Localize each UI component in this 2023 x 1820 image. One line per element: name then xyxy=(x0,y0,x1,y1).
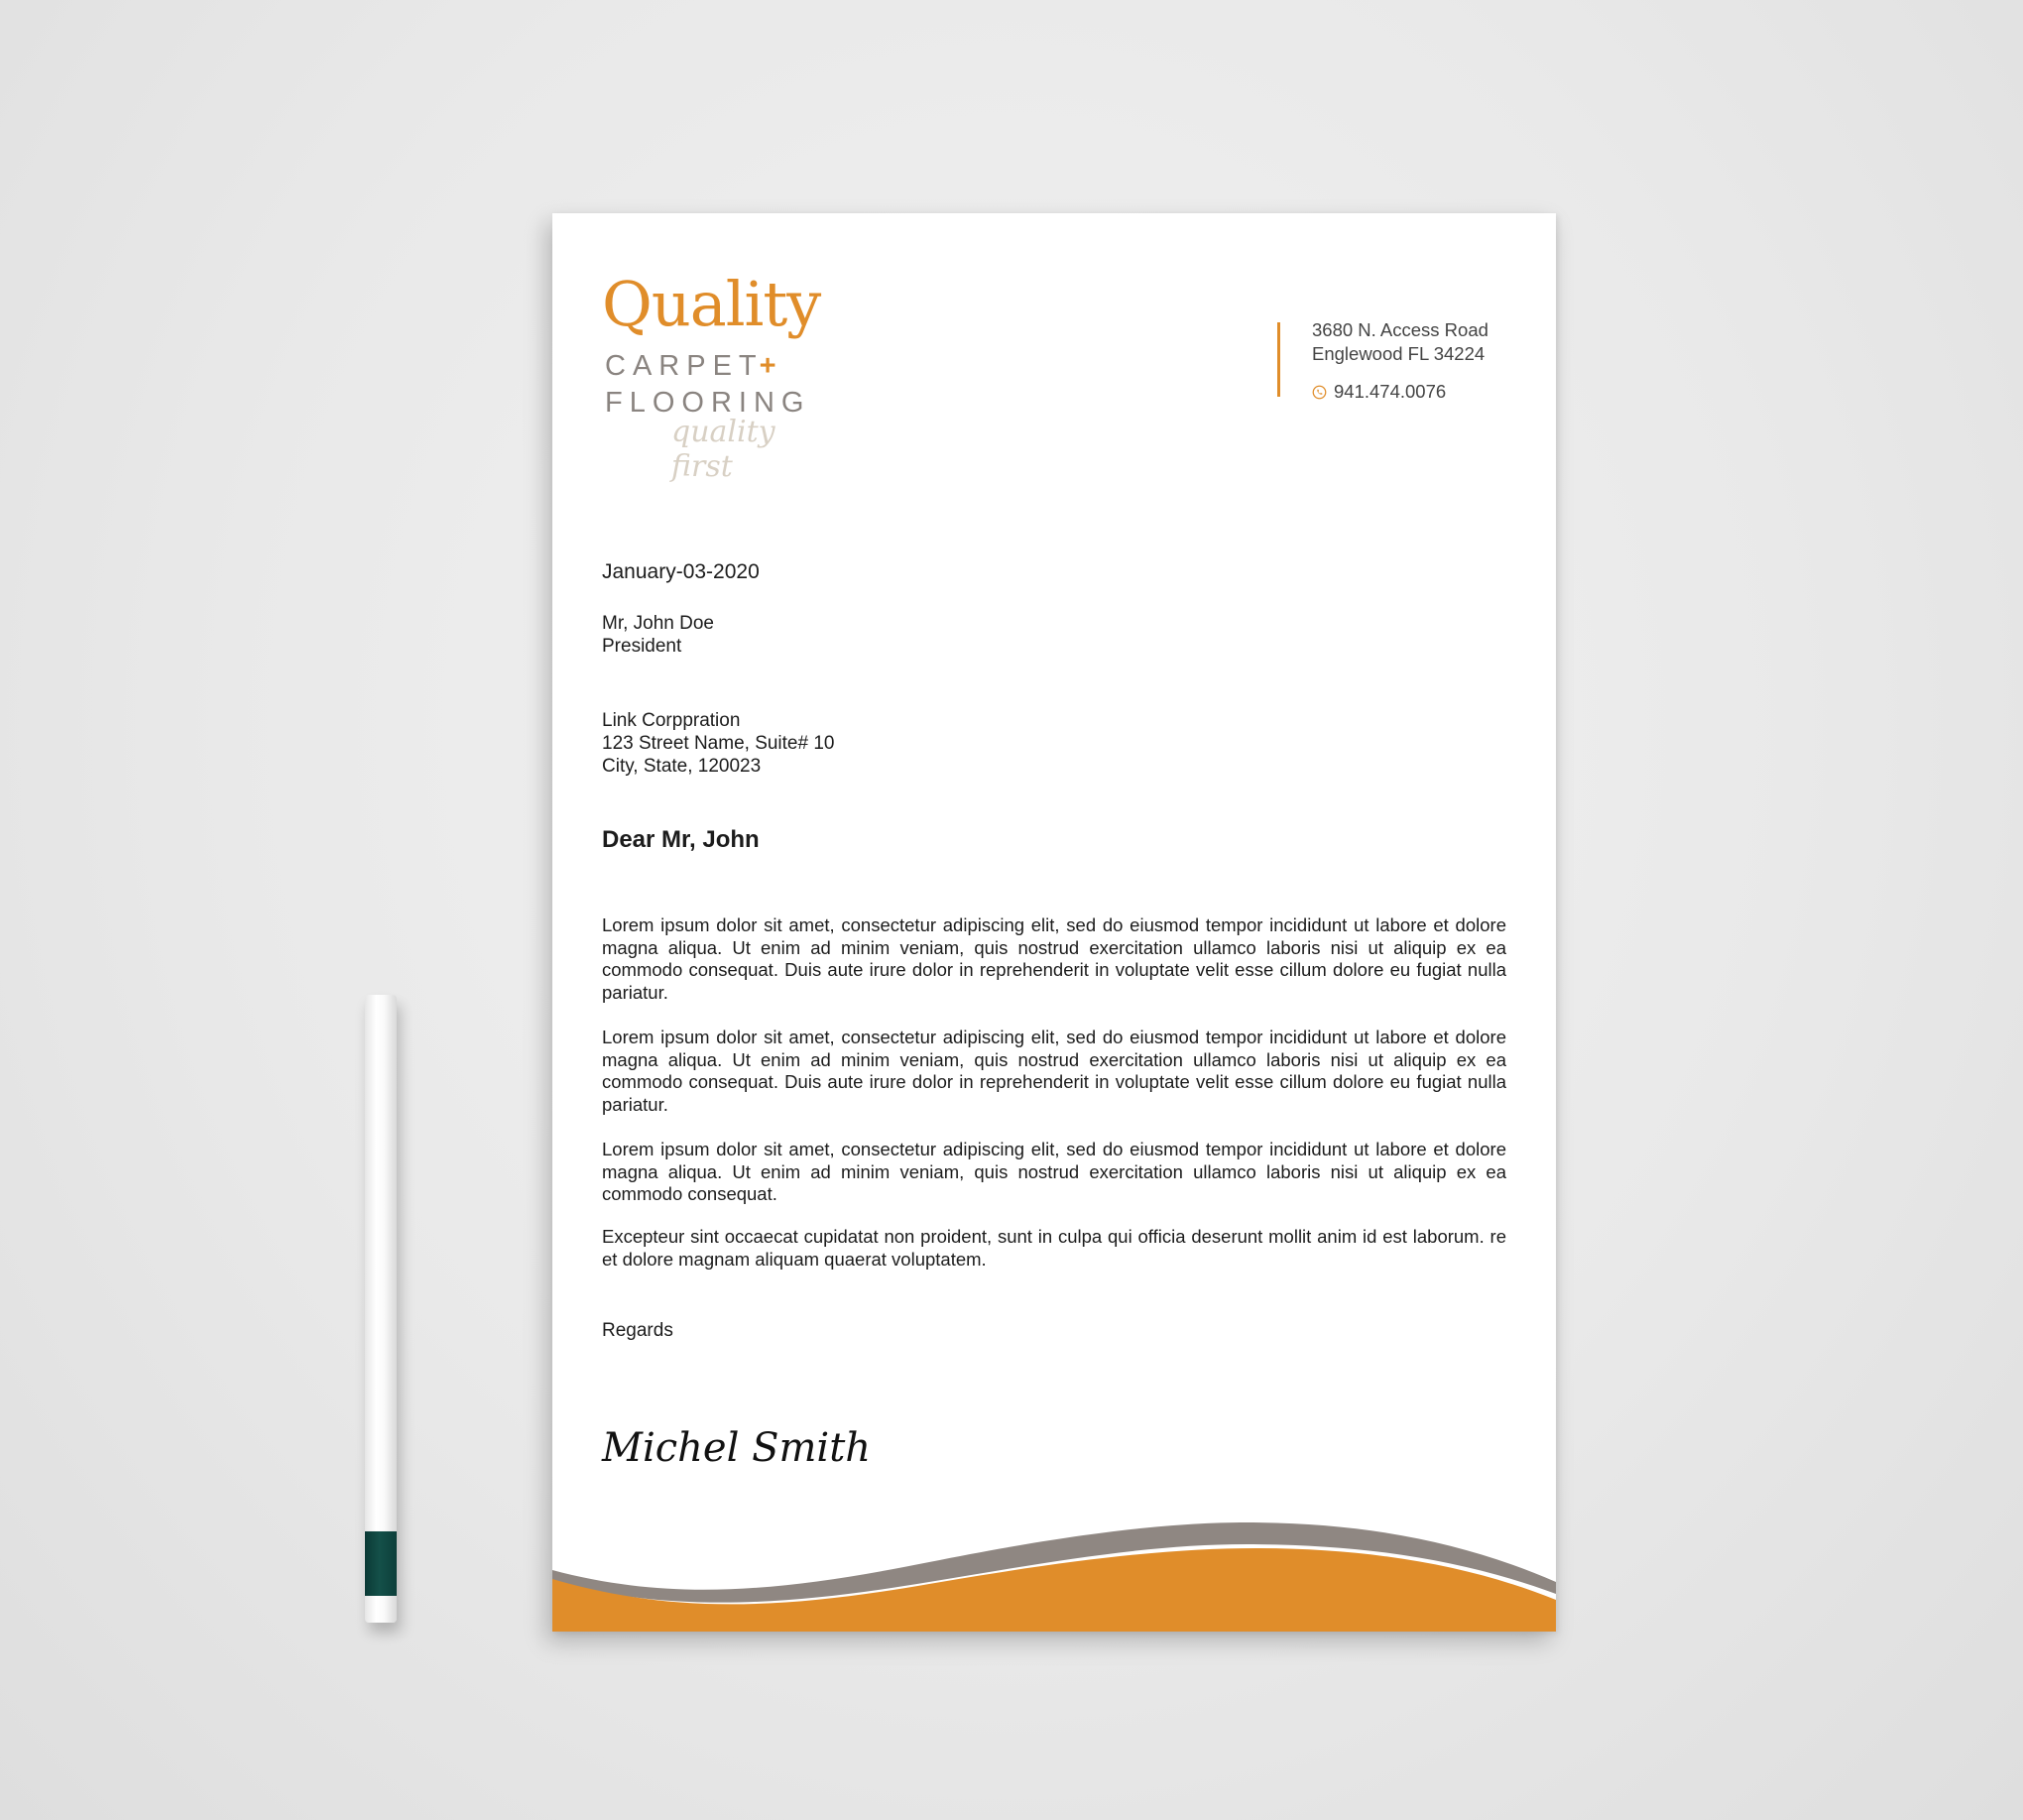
logo-word-quality: Quality xyxy=(602,268,821,340)
logo-line-carpet xyxy=(605,350,776,383)
contact-block xyxy=(1312,318,1488,404)
footer-wave xyxy=(552,1483,1556,1632)
pen xyxy=(365,995,397,1623)
company-logo xyxy=(602,268,840,484)
recipient-title: President xyxy=(602,636,682,657)
body-paragraph: Excepteur sint occaecat cupidatat non proident, sunt in culpa qui officia deserunt mollit anim id est laborum. re et dolore magnam aliquam quaerat voluptatem. xyxy=(602,1226,1506,1270)
signature: Michel Smith xyxy=(602,1425,872,1471)
letter-date: January-03-2020 xyxy=(602,560,760,583)
salutation: Dear Mr, John xyxy=(602,826,760,853)
phone-line xyxy=(1312,380,1488,404)
logo-carpet-text: CARPET xyxy=(605,350,764,382)
company-name: Link Corppration xyxy=(602,710,741,731)
body-paragraph: Lorem ipsum dolor sit amet, consectetur adipiscing elit, sed do eiusmod tempor incididunt ut labore et dolore magna aliqua. Ut enim ad minim veniam, quis nostrud exercitation ullamco laboris nisi ut aliquip ex ea commodo consequat. xyxy=(602,1139,1506,1204)
company-address-block xyxy=(602,709,1506,778)
closing-regards: Regards xyxy=(602,1320,673,1341)
recipient-block xyxy=(602,612,1506,658)
address-line-2: Englewood FL 34224 xyxy=(1312,343,1486,364)
letterhead-sheet xyxy=(552,213,1556,1632)
contact-divider xyxy=(1277,322,1280,397)
body-paragraph: Lorem ipsum dolor sit amet, consectetur adipiscing elit, sed do eiusmod tempor incididunt ut labore et dolore magna aliqua. Ut enim ad minim veniam, quis nostrud exercitation ullamco laboris nisi ut aliquip ex ea commodo consequat. Duis aute irure dolor in reprehenderit in voluptate velit esse cillum dolore eu fugiat nulla pariatur. xyxy=(602,914,1506,1003)
body-paragraph: Lorem ipsum dolor sit amet, consectetur adipiscing elit, sed do eiusmod tempor incididunt ut labore et dolore magna aliqua. Ut enim ad minim veniam, quis nostrud exercitation ullamco laboris nisi ut aliquip ex ea commodo consequat. Duis aute irure dolor in reprehenderit in voluptate velit esse cillum dolore eu fugiat nulla pariatur. xyxy=(602,1027,1506,1115)
company-city: City, State, 120023 xyxy=(602,756,762,777)
recipient-name: Mr, John Doe xyxy=(602,613,714,634)
logo-tagline: quality first xyxy=(671,415,775,484)
logo-line-flooring: FLOORING xyxy=(605,387,811,419)
company-street: 123 Street Name, Suite# 10 xyxy=(602,733,835,754)
address-line-1: 3680 N. Access Road xyxy=(1312,319,1488,340)
logo-plus: + xyxy=(759,350,776,382)
phone-number: 941.474.0076 xyxy=(1334,381,1447,402)
pen-band xyxy=(365,1531,397,1596)
phone-icon xyxy=(1312,385,1327,400)
